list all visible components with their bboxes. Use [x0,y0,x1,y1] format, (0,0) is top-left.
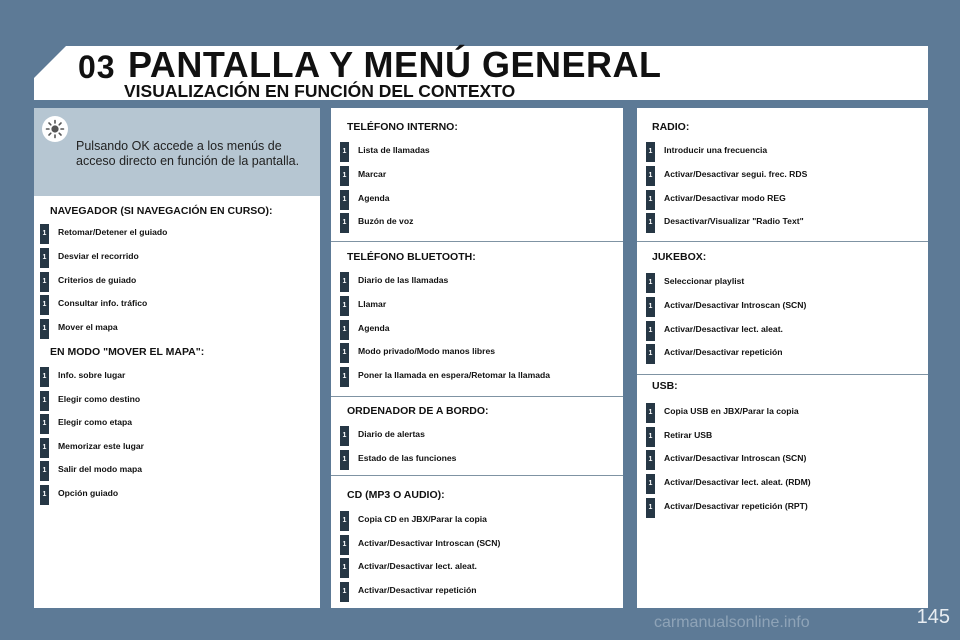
list-item-label: Seleccionar playlist [664,276,745,286]
list-item-label: Copia USB en JBX/Parar la copia [664,406,799,416]
list-item-label: Opción guiado [58,488,119,498]
number-badge: 1 [340,296,349,316]
number-badge: 1 [646,403,655,423]
number-badge: 1 [340,213,349,233]
number-badge: 1 [340,142,349,162]
number-badge: 1 [646,273,655,293]
panel-right [637,108,928,608]
number-badge: 1 [40,461,49,481]
number-badge: 1 [340,166,349,186]
list-item-label: Activar/Desactivar Introscan (SCN) [664,453,807,464]
number-badge: 1 [646,427,655,447]
list-item-label: Salir del modo mapa [58,464,143,475]
list-item-label: Modo privado/Modo manos libres [358,346,496,357]
section-title-telefono-interno: TELÉFONO INTERNO: [347,121,458,133]
list-item-label: Activar/Desactivar lect. aleat. (RDM) [664,477,811,488]
divider [637,374,928,375]
list-item-label: Introducir una frecuencia [664,145,768,155]
list-item-label: Activar/Desactivar repetición [358,584,477,595]
number-badge: 1 [340,343,349,363]
list-item-label: Retomar/Detener el guiado [58,227,168,237]
divider [331,475,623,476]
page-number: 145 [916,606,950,628]
number-badge: 1 [646,213,655,233]
number-badge: 1 [340,450,349,470]
list-item-label: Activar/Desactivar Introscan (SCN) [664,299,807,310]
section-title-telefono-bluetooth: TELÉFONO BLUETOOTH: [347,251,476,263]
list-item-label: Estado de las funciones [358,453,457,463]
number-badge: 1 [340,535,349,555]
number-badge: 1 [40,391,49,411]
panel-left [34,108,320,608]
list-item-label: Activar/Desactivar segui. frec. RDS [664,168,808,179]
list-item-label: Info. sobre lugar [58,370,126,380]
chapter-number: 03 [78,49,116,85]
list-item-label: Marcar [358,168,387,179]
number-badge: 1 [340,367,349,387]
number-badge: 1 [340,582,349,602]
number-badge: 1 [340,320,349,340]
number-badge: 1 [40,485,49,505]
number-badge: 1 [646,344,655,364]
number-badge: 1 [646,190,655,210]
list-item-label: Activar/Desactivar Introscan (SCN) [358,537,501,548]
divider [637,241,928,242]
number-badge: 1 [646,498,655,518]
number-badge: 1 [646,474,655,494]
number-badge: 1 [646,450,655,470]
section-title-cd: CD (MP3 O AUDIO): [347,489,445,501]
list-item-label: Desviar el recorrido [58,250,139,261]
list-item-label: Activar/Desactivar modo REG [664,192,786,203]
tip-text: Pulsando OK accede a los menús de acceso directo en función de la pantalla. [76,139,300,168]
list-item-label: Copia CD en JBX/Parar la copia [358,514,487,524]
section-title-radio: RADIO: [652,121,690,133]
number-badge: 1 [340,511,349,531]
list-item-label: Lista de llamadas [358,145,430,155]
number-badge: 1 [340,558,349,578]
panel-middle [331,108,623,608]
list-item-label: Elegir como etapa [58,417,133,428]
number-badge: 1 [340,426,349,446]
list-item-label: Consultar info. tráfico [58,298,148,309]
number-badge: 1 [646,142,655,162]
number-badge: 1 [646,166,655,186]
number-badge: 1 [40,295,49,315]
list-item-label: Activar/Desactivar lect. aleat. [664,323,783,334]
number-badge: 1 [40,438,49,458]
list-item-label: Agenda [358,322,390,333]
list-item-label: Diario de las llamadas [358,275,449,285]
number-badge: 1 [646,297,655,317]
list-item-label: Activar/Desactivar lect. aleat. [358,561,477,572]
section-title-ordenador: ORDENADOR DE A BORDO: [347,405,489,417]
list-item-label: Activar/Desactivar repetición [664,347,783,358]
number-badge: 1 [40,414,49,434]
number-badge: 1 [40,319,49,339]
number-badge: 1 [340,272,349,292]
page-subtitle: VISUALIZACIÓN EN FUNCIÓN DEL CONTEXTO [124,81,516,101]
section-title-usb: USB: [652,380,678,392]
list-item-label: Activar/Desactivar repetición (RPT) [664,500,808,511]
list-item-label: Desactivar/Visualizar "Radio Text" [664,216,804,227]
number-badge: 1 [40,224,49,244]
list-item-label: Poner la llamada en espera/Retomar la llamada [358,370,551,380]
divider [331,396,623,397]
number-badge: 1 [40,272,49,292]
page-title: PANTALLA Y MENÚ GENERAL [128,44,662,85]
section-title-navegador: NAVEGADOR (SI NAVEGACIÓN EN CURSO): [50,205,273,217]
list-item-label: Elegir como destino [58,393,141,404]
section-title-mover-mapa: EN MODO "MOVER EL MAPA": [50,346,205,358]
number-badge: 1 [646,321,655,341]
list-item-label: Mover el mapa [58,322,118,332]
list-item-label: Agenda [358,192,390,203]
tip-box [34,108,320,196]
list-item-label: Memorizar este lugar [58,440,144,451]
list-item-label: Diario de alertas [358,429,425,439]
list-item-label: Retirar USB [664,429,713,440]
divider [331,241,623,242]
section-title-jukebox: JUKEBOX: [652,251,707,263]
list-item-label: Criterios de guiado [58,274,137,285]
sun-icon [42,116,68,142]
number-badge: 1 [40,367,49,387]
list-item-label: Llamar [358,298,387,309]
number-badge: 1 [340,190,349,210]
list-item-label: Buzón de voz [358,216,414,227]
number-badge: 1 [40,248,49,268]
watermark-text: carmanualsonline.info [654,614,810,631]
